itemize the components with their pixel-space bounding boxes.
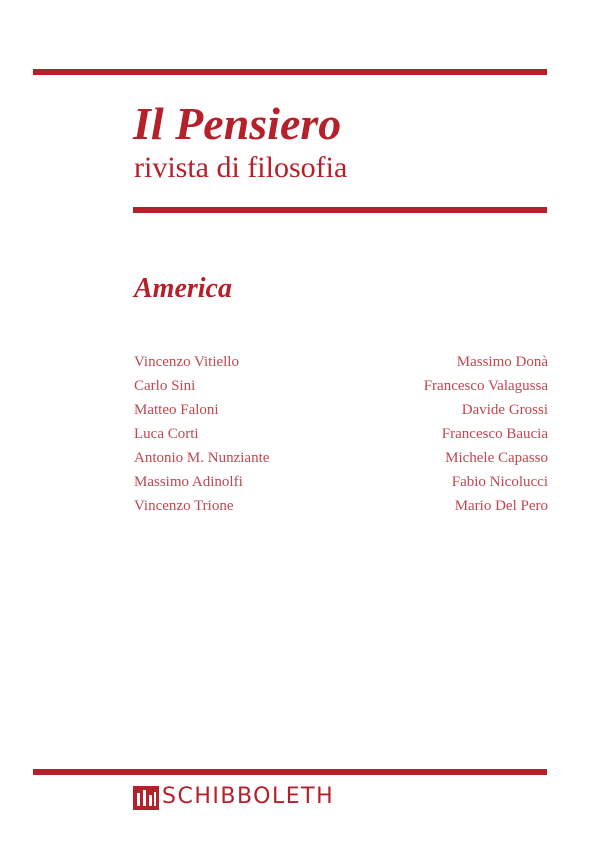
author-name: Antonio M. Nunziante: [134, 450, 270, 466]
author-name: Vincenzo Trione: [134, 498, 234, 514]
schibboleth-logo-icon: [133, 784, 159, 810]
journal-subtitle: rivista di filosofia: [134, 151, 348, 184]
author-name: Carlo Sini: [134, 378, 196, 394]
publisher-name: SCHIBBOLETH: [162, 784, 335, 809]
author-name: Vincenzo Vitiello: [134, 354, 239, 370]
issue-title: America: [134, 273, 232, 304]
author-name: Luca Corti: [134, 426, 199, 442]
author-name: Fabio Nicolucci: [451, 474, 548, 490]
top-rule: [33, 69, 547, 75]
author-name: Massimo Donà: [456, 354, 548, 370]
author-name: Michele Capasso: [445, 450, 548, 466]
author-name: Massimo Adinolfi: [134, 474, 243, 490]
author-name: Davide Grossi: [461, 402, 548, 418]
journal-title: Il Pensiero: [133, 98, 342, 149]
publisher-mark: [133, 780, 334, 814]
authors-left-column: [134, 350, 269, 518]
author-name: Mario Del Pero: [454, 498, 548, 514]
author-name: Francesco Valagussa: [423, 378, 548, 394]
middle-rule: [133, 207, 547, 213]
author-name: Francesco Baucia: [441, 426, 548, 442]
authors-right-column: [424, 350, 548, 518]
bottom-rule: [33, 769, 547, 775]
author-name: Matteo Faloni: [134, 402, 219, 418]
